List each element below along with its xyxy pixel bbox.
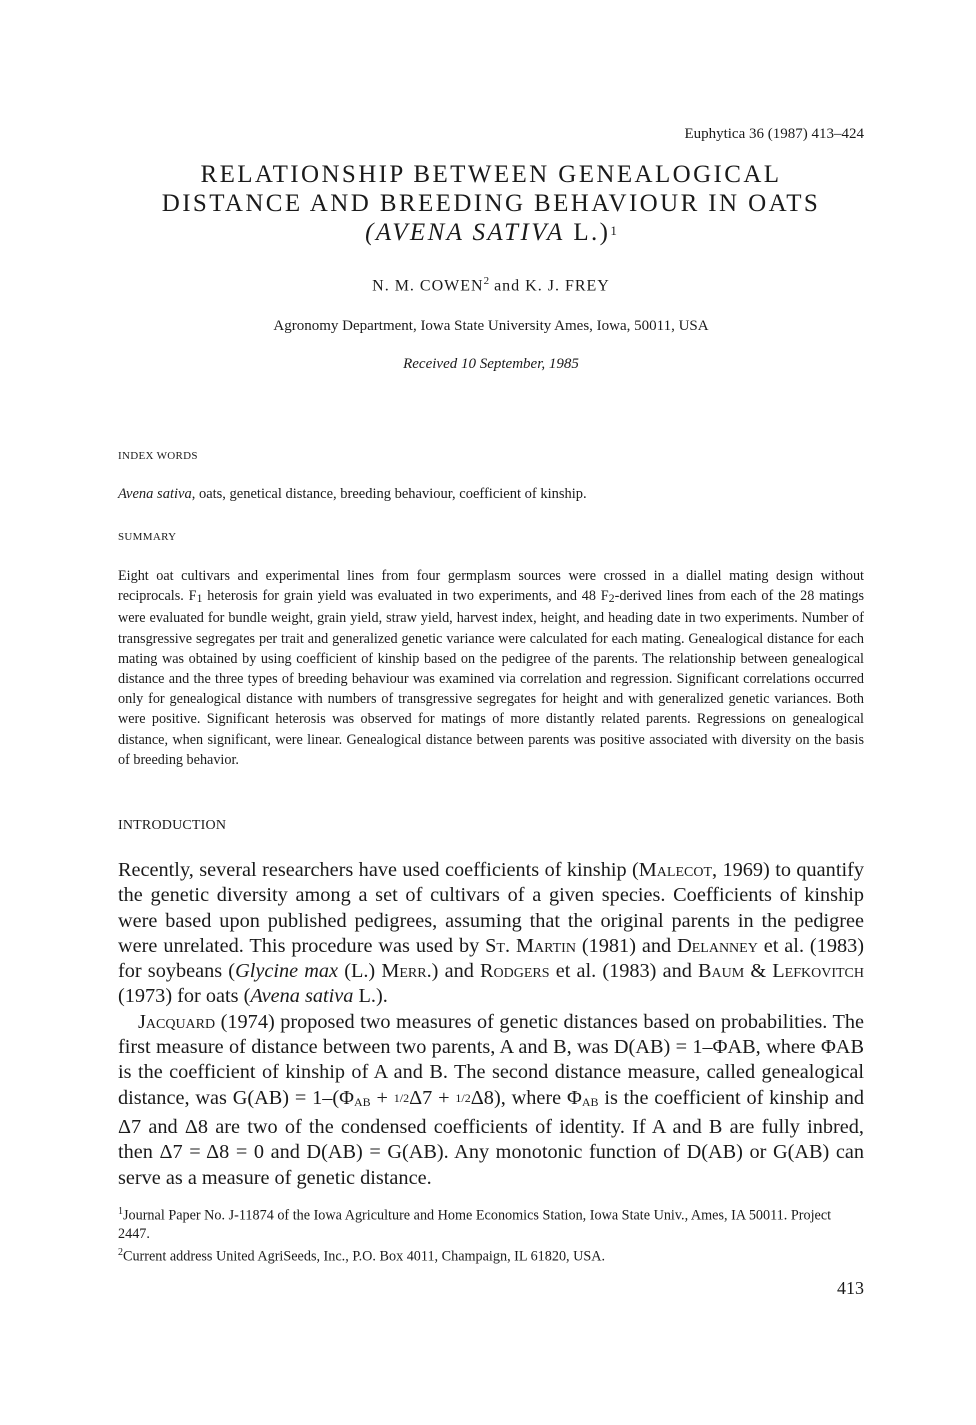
footnote-text: Journal Paper No. J-11874 of the Iowa Agriculture and Home Economics Station, Iowa State Univ., Ames, IA 50011. Project 2447. (118, 1207, 832, 1243)
summary-part-1: Eight oat cultivars and experimental lines from four germplasm sources were crossed in a diallel mating design without reciprocals. F (118, 568, 864, 605)
citation-author: Jacquard (138, 1010, 216, 1033)
keyword-rest: , oats, genetical distance, breeding behaviour, coefficient of kinship. (191, 486, 587, 502)
title-line-3 (118, 218, 864, 247)
footnote-1 (118, 1203, 864, 1244)
paper-title (118, 160, 864, 247)
received-date: Received 10 September, 1985 (403, 356, 579, 372)
intro-paragraph-2 (118, 1010, 864, 1191)
text: Recently, several researchers have used coefficients of kinship ( (118, 859, 639, 881)
index-words-heading: INDEX WORDS (118, 450, 198, 462)
citation-author: St. Martin (485, 934, 576, 957)
citation-author: Merr. (381, 960, 432, 983)
summary-sub-2: 2 (608, 591, 615, 606)
fraction: 1/2 (455, 1090, 471, 1105)
author-2: and K. J. FREY (489, 277, 610, 295)
subscript: AB (581, 1094, 599, 1109)
footnote-2 (118, 1244, 864, 1266)
journal-reference: Euphytica 36 (1987) 413–424 (684, 126, 864, 142)
summary-text (118, 566, 864, 770)
keyword-species: Avena sativa (118, 486, 192, 502)
text: Δ7 + (409, 1086, 456, 1109)
text: (1981) and (575, 934, 678, 957)
text: (L.) (338, 960, 382, 983)
text: is the coefficient of kinship and Δ7 and Δ8 are two of the condensed coefficients of identity. If A and B are fully inbred, then Δ7 = Δ8 = 0 and D(AB) = G(AB). Any monotonic function of D(AB) or G(AB) can serve as a measure of genetic distance. (118, 1086, 864, 1189)
text: (1973) for oats ( (118, 985, 251, 1008)
footnote-mark: 1 (118, 1206, 123, 1217)
summary-part-2: heterosis for grain yield was evaluated in two experiments, and 48 F (202, 588, 609, 605)
intro-paragraph-1 (118, 858, 864, 1010)
title-line-1: RELATIONSHIP BETWEEN GENEALOGICAL (200, 161, 782, 188)
text: ) and (431, 960, 481, 983)
title-species: (AVENA SATIVA (365, 219, 565, 246)
text: + (370, 1086, 394, 1109)
summary-sub-1: 1 (196, 591, 203, 606)
introduction-heading: INTRODUCTION (118, 818, 227, 833)
page-number: 413 (837, 1278, 864, 1298)
text: Δ8), where Φ (470, 1086, 582, 1109)
citation-author: Malecot (638, 859, 713, 881)
summary-heading: SUMMARY (118, 531, 177, 543)
author-1-footnote-mark: 2 (483, 275, 490, 287)
text: L.). (353, 985, 388, 1008)
title-line-2: DISTANCE AND BREEDING BEHAVIOUR IN OATS (161, 190, 821, 217)
citation-author: Baum & Lefkovitch (698, 960, 864, 983)
author-1: N. M. COWEN (372, 277, 484, 295)
title-footnote-mark: 1 (610, 223, 617, 238)
species-name: Glycine max (235, 960, 339, 983)
affiliation: Agronomy Department, Iowa State University Ames, Iowa, 50011, USA (273, 318, 709, 334)
citation-author: Rodgers (480, 960, 550, 983)
summary-part-3: -derived lines from each of the 28 matings were evaluated for bundle weight, grain yield, straw yield, harvest index, height, and heading date in two experiments. Number of transgressive segregates per trait and generalized genetic variance were calculated for each mating. Genealogical distance for each mating was obtained by using coefficient of kinship based on the pedigree of the parents. The relationship between genealogical distance and the three types of breeding behaviour was examined via correlation and regression. Significant correlations occurred only for genealogical distance with numbers of transgressive segregates for height and with generalized genetic variances. Both were positive. Significant heterosis was observed for matings of more distantly related parents. Regressions on genealogical distance, when significant, were linear. Genealogical distance between parents was positive associated with diversity on the basis of breeding behavior. (118, 588, 864, 768)
introduction-body (118, 858, 864, 1191)
footnotes (118, 1203, 864, 1266)
footnote-mark: 2 (118, 1246, 123, 1258)
footnote-text: Current address United AgriSeeds, Inc., P.O. Box 4011, Champaign, IL 61820, USA. (123, 1248, 606, 1265)
citation-author: Delanney (677, 934, 758, 957)
text: (1974) proposed two measures of genetic distances based on probabilities. The first measure of distance between two parents, A and B, was D(AB) = 1–ΦAB, where ΦAB is the coefficient of kinship of A and B. The second distance measure, called genealogical distance, was G(AB) = 1–(Φ (118, 1010, 864, 1109)
title-suffix: L.) (564, 219, 611, 246)
author-list (118, 275, 864, 295)
index-words (118, 486, 587, 503)
fraction: 1/2 (393, 1090, 410, 1105)
subscript: AB (354, 1094, 371, 1109)
text: , 1969) to quantify the genetic diversity among a set of cultivars of a given species. Coefficients of kinship were based upon published pedigrees, assuming that the original parents in the pedigree were unrelated. This procedure was used by (118, 859, 864, 957)
text: et al. (1983) and (549, 960, 698, 983)
species-name: Avena sativa (250, 985, 354, 1008)
text: et al. (1983) for soybeans ( (118, 934, 865, 983)
